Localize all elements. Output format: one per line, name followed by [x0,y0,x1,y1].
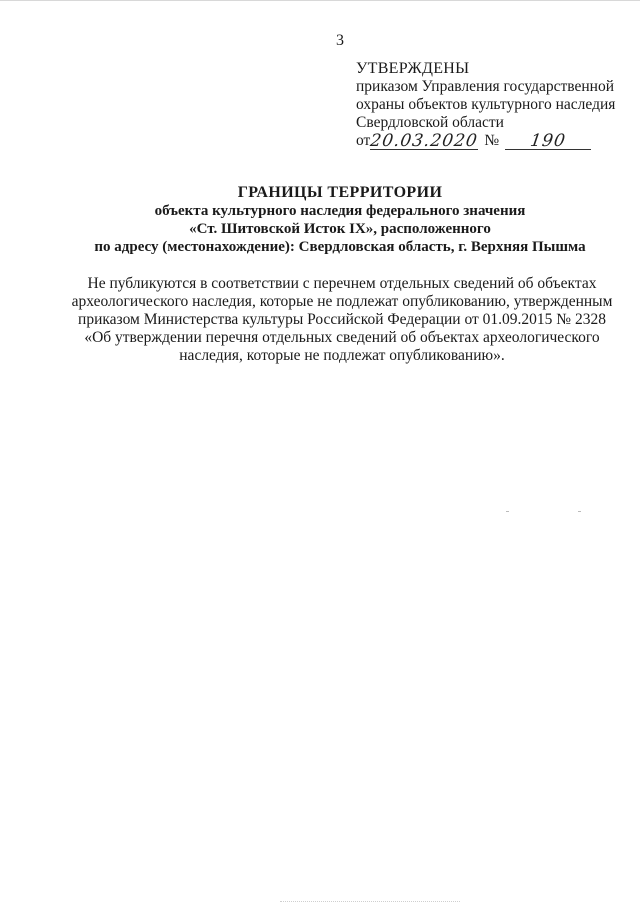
approval-line: приказом Управления государственной [356,78,615,95]
handwritten-date: 20.03.2020 [369,131,480,151]
top-border-line [0,0,640,1]
body-line: наследия, которые не подлежат опубликованию». [179,347,505,364]
scan-speck [506,511,509,512]
page-number: 3 [336,32,344,49]
heading-line: по адресу (местонахождение): Свердловская область, г. Верхняя Пышма [94,239,586,255]
body-line: Не публикуются в соответствии с перечнем отдельных сведений об объектах [87,275,597,292]
approval-line: Свердловской области [356,114,504,131]
scan-speck [578,511,581,512]
approval-block [356,60,615,150]
scan-bottom-specks [280,901,460,904]
handwritten-number-field [505,132,591,150]
document-heading [40,184,640,256]
heading-line: «Ст. Шитовской Исток IX», расположенного [189,221,491,237]
date-prefix: от [356,132,371,149]
body-line: археологического наследия, которые не подлежат опубликованию, утвержденным [71,293,613,310]
body-line: «Об утверждении перечня отдельных сведений об объектах археологического [84,329,600,346]
approval-title: УТВЕРЖДЕНЫ [356,60,470,77]
handwritten-number: 190 [528,131,568,151]
heading-line: объекта культурного наследия федерального значения [154,203,526,219]
handwritten-date-field [370,132,478,150]
approval-line: охраны объектов культурного наследия [356,96,616,113]
body-line: приказом Министерства культуры Российской Федерации от 01.09.2015 № 2328 [78,311,606,328]
approval-date-number-line [356,132,615,150]
number-prefix: № [484,132,500,149]
body-paragraph [62,275,622,365]
heading-title: ГРАНИЦЫ ТЕРРИТОРИИ [237,184,443,201]
